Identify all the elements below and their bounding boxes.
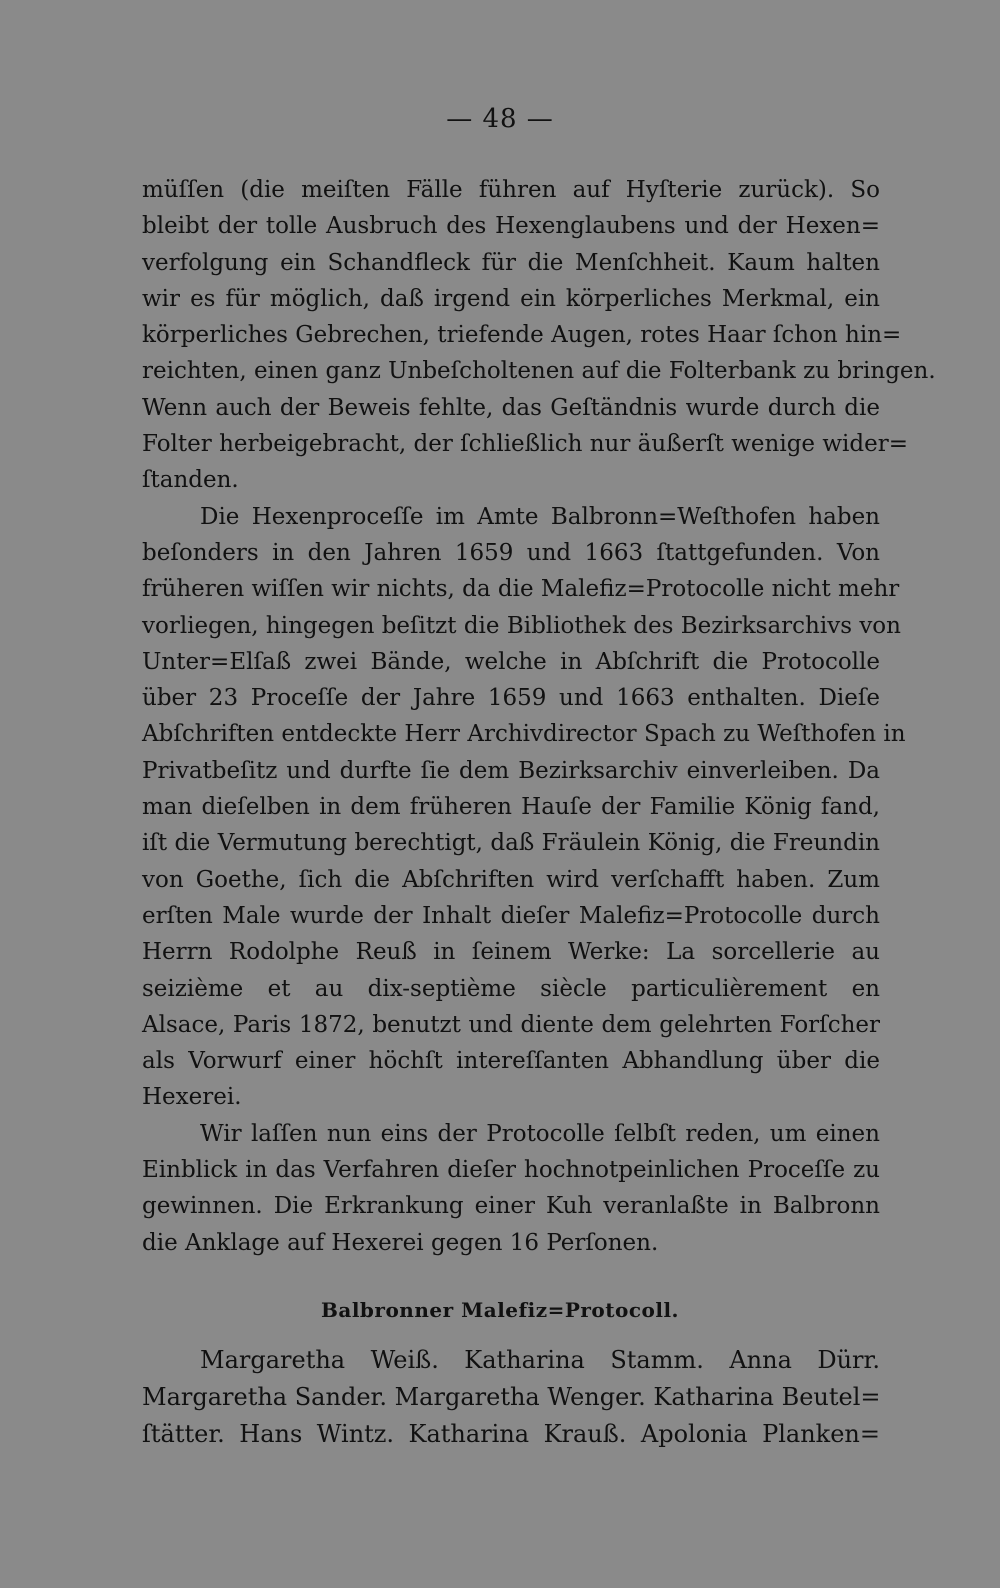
text-line: reichten, einen ganz Unbeſcholtenen auf die Folterbank zu bringen. [142,358,936,385]
text-line: gewinnen. Die Erkrankung einer Kuh veranlaßte in Balbronn [142,1193,880,1220]
text-line: iſt die Vermutung berechtigt, daß Fräulein König, die Freundin [142,830,880,857]
text-line: beſonders in den Jahren 1659 und 1663 ſtattgefunden. Von [142,539,880,566]
text-line: von Goethe, ſich die Abſchriften wird verſchafft haben. Zum [142,866,880,893]
text-line: Einblick in das Verfahren dieſer hochnotpeinlichen Proceſſe zu [142,1157,880,1184]
text-line: Folter herbeigebracht, der ſchließlich nur äußerſt wenige wider= [142,431,908,458]
body-text [142,172,936,1261]
text-line: Wenn auch der Beweis fehlte, das Geſtändnis wurde durch die [142,394,880,421]
text-line: wir es für möglich, daß irgend ein körperliches Merkmal, ein [142,285,880,312]
text-line: Herrn Rodolphe Reuß in ſeinem Werke: La sorcellerie au [142,939,880,966]
text-line: Privatbeſitz und durfte ſie dem Bezirksarchiv einverleiben. Da [142,757,880,784]
text-line: Abſchriften entdeckte Herr Archivdirector Spach zu Weſthofen in [142,721,906,748]
text-line: erſten Male wurde der Inhalt dieſer Malefiz=Protocolle durch [142,902,880,929]
text-line: ſtanden. [142,467,239,494]
text-line: früheren wiſſen wir nichts, da die Malefiz=Protocolle nicht mehr [142,576,900,603]
text-line: Wir laſſen nun eins der Protocolle ſelbſt reden, um einen [200,1120,880,1147]
text-line: verfolgung ein Schandfleck für die Menſchheit. Kaum halten [142,249,880,276]
text-line: Die Hexenproceſſe im Amte Balbronn=Weſthofen haben [200,503,880,530]
text-line: Alsace, Paris 1872, benutzt und diente dem gelehrten Forſcher [142,1011,880,1038]
text-line: Hexerei. [142,1084,242,1111]
text-line: körperliches Gebrechen, triefende Augen, rotes Haar ſchon hin= [142,322,902,349]
text-line: als Vorwurf einer höchſt intereſſanten Abhandlung über die [142,1048,880,1075]
section-heading: Balbronner Malefiz=Protocoll. [320,1298,680,1322]
page-number: — 48 — [446,104,554,134]
names-line: ſtätter. Hans Wintz. Katharina Krauß. Apolonia Planken= [142,1420,880,1448]
text-line: über 23 Proceſſe der Jahre 1659 und 1663 enthalten. Dieſe [142,685,880,712]
text-line: die Anklage auf Hexerei gegen 16 Perſonen. [142,1229,659,1256]
text-line: Unter=Elſaß zwei Bände, welche in Abſchrift die Protocolle [142,648,880,675]
text-line: seizième et au dix-septième siècle particulièrement en [142,975,880,1002]
text-line: vorliegen, hingegen beſitzt die Bibliothek des Bezirksarchivs von [142,612,901,639]
names-line: Margaretha Weiß. Katharina Stamm. Anna Dürr. [200,1346,880,1374]
text-line: man dieſelben in dem früheren Hauſe der Familie König fand, [142,794,880,821]
text-line: bleibt der tolle Ausbruch des Hexenglaubens und der Hexen= [142,213,880,240]
names-line: Margaretha Sander. Margaretha Wenger. Katharina Beutel= [142,1383,881,1411]
names-list [142,1342,880,1453]
text-line: müſſen (die meiſten Fälle führen auf Hyſterie zurück). So [142,177,880,203]
